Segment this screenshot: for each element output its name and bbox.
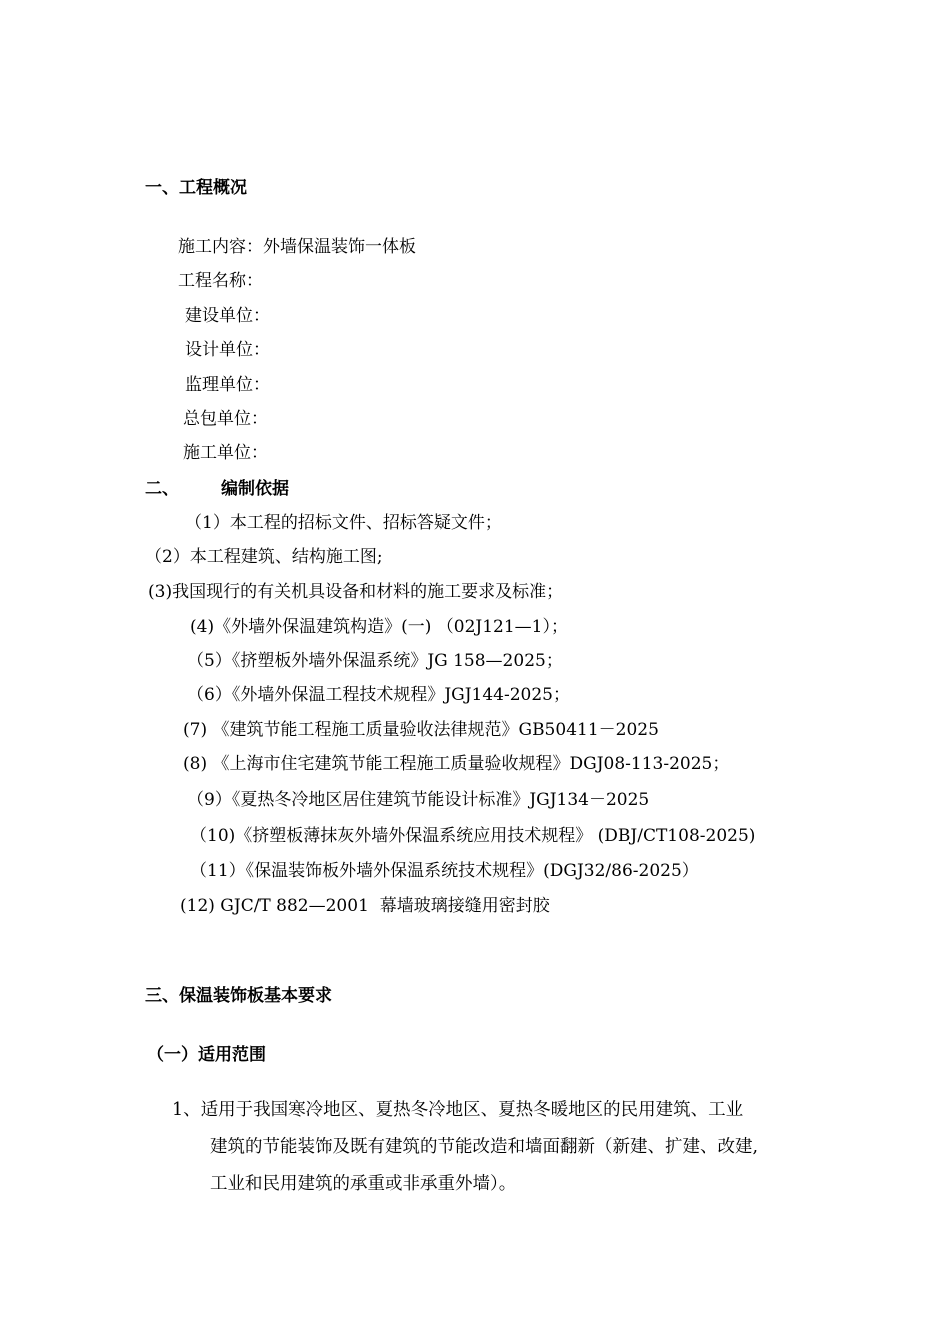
basis-item: （5）《挤塑板外墙外保温系统》JG 158—2025；	[187, 651, 563, 671]
section-heading-number-basis: 二、	[145, 479, 179, 499]
basis-item: （11）《保温装饰板外墙外保温系统技术规程》(DGJ32/86-2025）	[190, 861, 699, 881]
basis-item: （9）《夏热冬冷地区居住建筑节能设计标准》JGJ134－2025	[187, 790, 650, 810]
field-owner-unit: 建设单位：	[185, 306, 270, 326]
basis-item: (7) 《建筑节能工程施工质量验收法律规范》GB50411－2025	[183, 720, 659, 740]
scope-paragraph-line: 工业和民用建筑的承重或非承重外墙）。	[210, 1174, 517, 1194]
section-heading-basis: 编制依据	[221, 479, 289, 499]
basis-item: (4)《外墙外保温建筑构造》(一) （02J121—1）；	[190, 617, 568, 637]
basis-item: （6）《外墙外保温工程技术规程》JGJ144-2025；	[187, 685, 570, 705]
field-design-unit: 设计单位：	[185, 340, 270, 360]
basis-item: (12) GJC/T 882—2001 幕墙玻璃接缝用密封胶	[180, 896, 550, 916]
sub-heading-scope: （一）适用范围	[147, 1045, 266, 1065]
scope-paragraph-line: 1、适用于我国寒冷地区、夏热冬冷地区、夏热冬暖地区的民用建筑、工业	[172, 1100, 744, 1120]
basis-item: (3)我国现行的有关机具设备和材料的施工要求及标准；	[148, 582, 564, 602]
section-heading-overview: 一、工程概况	[145, 178, 247, 198]
basis-item: (8) 《上海市住宅建筑节能工程施工质量验收规程》DGJ08-113-2025；	[183, 754, 730, 774]
section-heading-requirements: 三、保温装饰板基本要求	[145, 986, 332, 1006]
field-supervision-unit: 监理单位：	[185, 375, 270, 395]
basis-item: （10)《挤塑板薄抹灰外墙外保温系统应用技术规程》 (DBJ/CT108-2025)	[190, 826, 756, 846]
basis-item: （2）本工程建筑、结构施工图;	[145, 547, 383, 567]
basis-item: （1）本工程的招标文件、招标答疑文件；	[185, 513, 502, 533]
scope-paragraph-line: 建筑的节能装饰及既有建筑的节能改造和墙面翻新（新建、扩建、改建,	[210, 1137, 759, 1157]
field-general-contractor: 总包单位：	[183, 409, 268, 429]
field-construction-content: 施工内容：外墙保温装饰一体板	[178, 237, 416, 257]
field-construction-unit: 施工单位：	[183, 443, 268, 463]
field-project-name: 工程名称：	[178, 271, 263, 291]
